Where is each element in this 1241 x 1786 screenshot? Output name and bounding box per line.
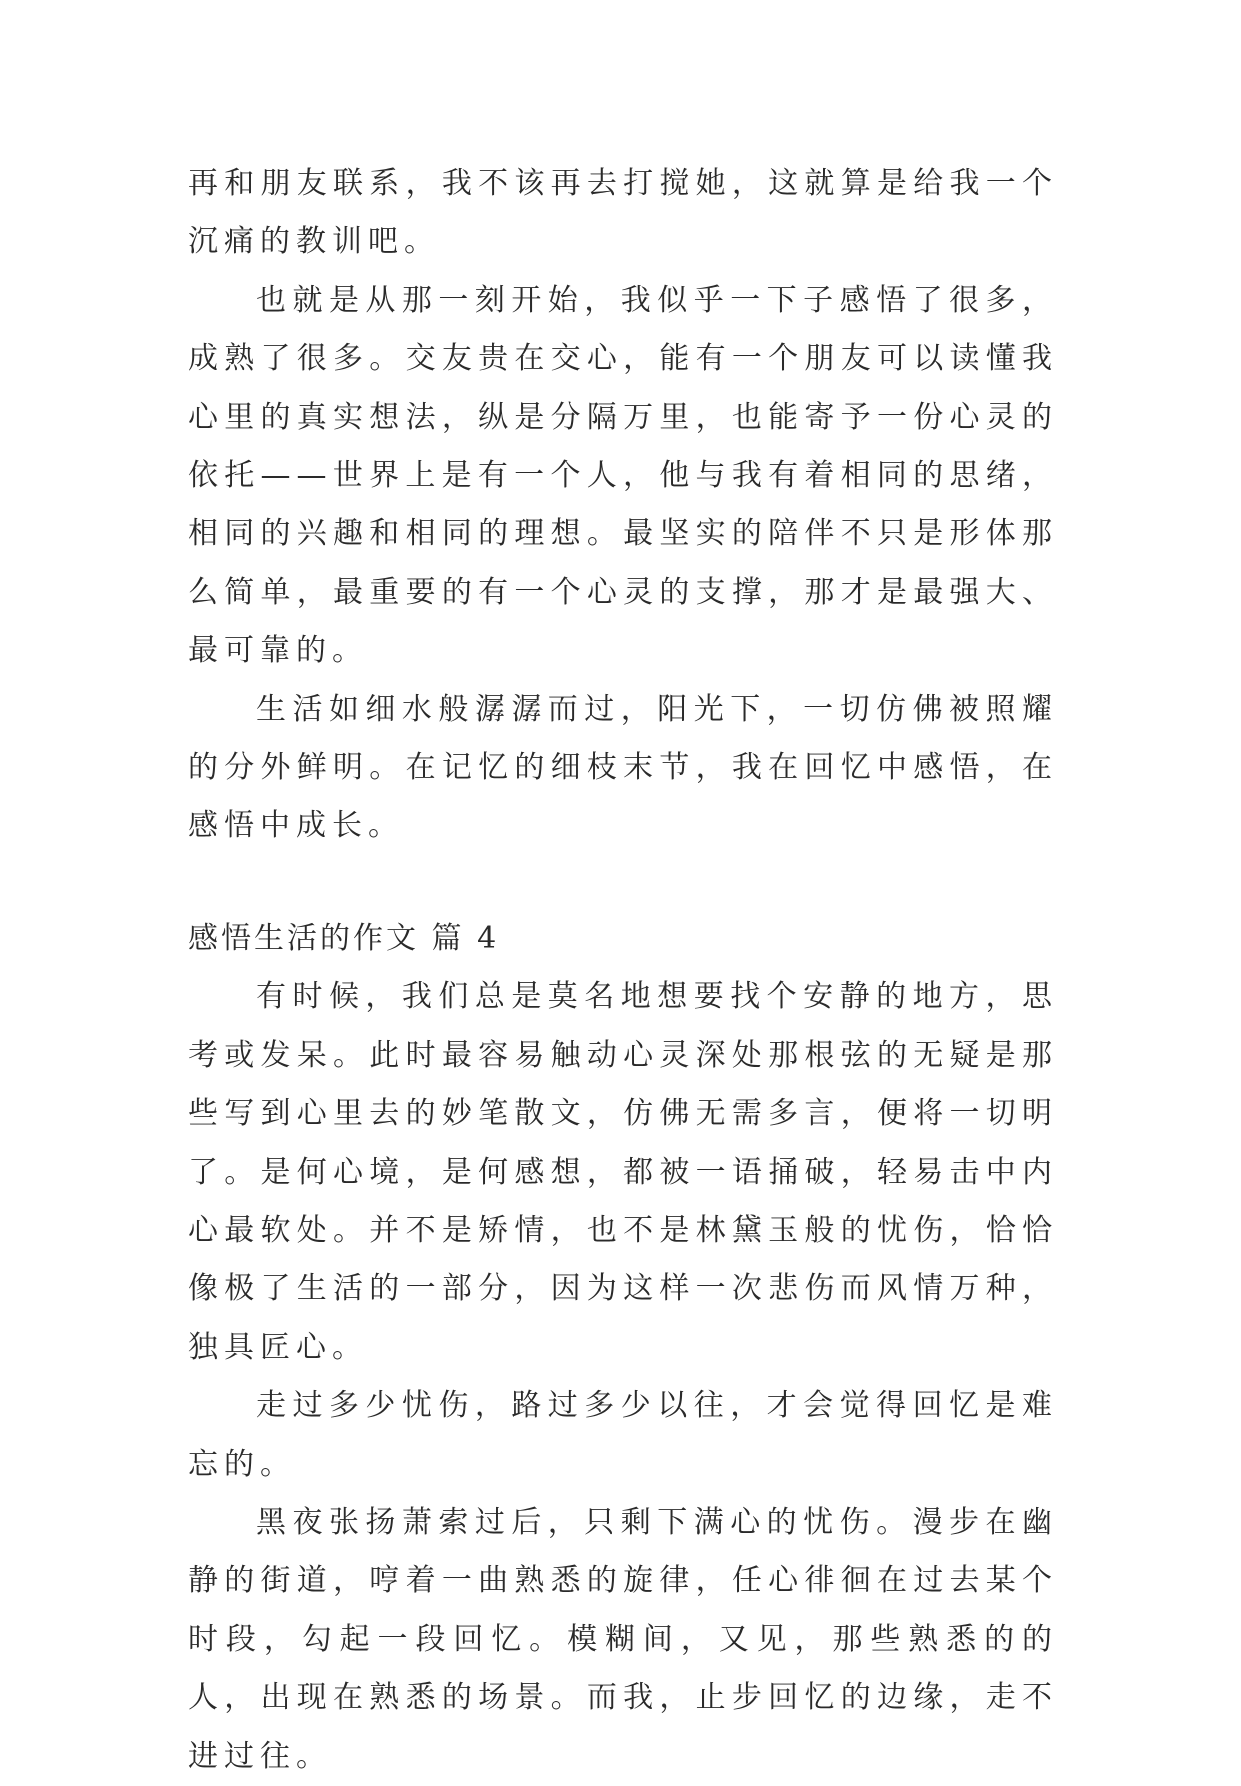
paragraph-4: 有时候，我们总是莫名地想要找个安静的地方，思考或发呆。此时最容易触动心灵深处那根弦的无疑是那些写到心里去的妙笔散文，仿佛无需多言，便将一切明了。是何心境，是何感想，都被一语捅破，轻易击中内心最软处。并不是矫情，也不是林黛玉般的忧伤，恰恰像极了生活的一部分，因为这样一次悲伤而风情万种，独具匠心。 — [188, 979, 1058, 1365]
paragraph-1: 再和朋友联系，我不该再去打搅她，这就算是给我一个沉痛的教训吧。 — [188, 166, 1058, 260]
paragraph-5: 走过多少忧伤，路过多少以往，才会觉得回忆是难忘的。 — [188, 1388, 1058, 1482]
paragraph-2: 也就是从那一刻开始，我似乎一下子感悟了很多，成熟了很多。交友贵在交心，能有一个朋友可以读懂我心里的真实想法，纵是分隔万里，也能寄予一份心灵的依托——世界上是有一个人，他与我有着相同的思绪，相同的兴趣和相同的理想。最坚实的陪伴不只是形体那么简单，最重要的有一个心灵的支撑，那才是最强大、最可靠的。 — [188, 282, 1058, 669]
paragraph-3: 生活如细水般潺潺而过，阳光下，一切仿佛被照耀的分外鲜明。在记忆的细枝末节，我在回忆中感悟，在感悟中成长。 — [188, 691, 1058, 844]
section-title: 感悟生活的作文 篇 4 — [188, 920, 500, 956]
document-page — [188, 155, 1058, 1786]
paragraph-6: 黑夜张扬萧索过后，只剩下满心的忧伤。漫步在幽静的街道，哼着一曲熟悉的旋律，任心徘徊在过去某个时段，勾起一段回忆。模糊间，又见，那些熟悉的的人，出现在熟悉的场景。而我，止步回忆的边缘，走不进过往。 — [188, 1504, 1058, 1774]
